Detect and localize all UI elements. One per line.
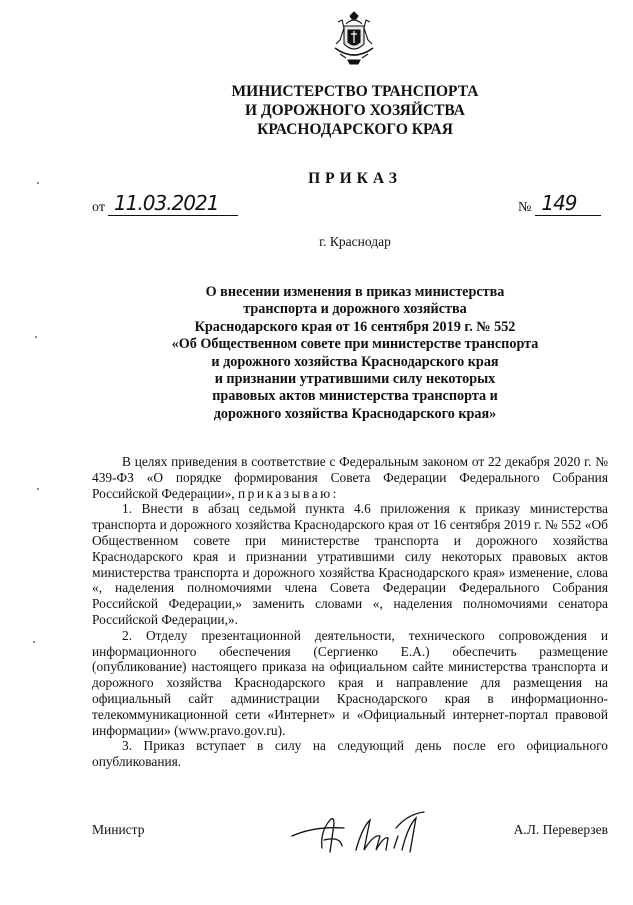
signer-position: Министр bbox=[92, 822, 145, 837]
document-type: ПРИКАЗ bbox=[308, 170, 402, 187]
title-line: дорожного хозяйства Краснодарского края» bbox=[213, 405, 497, 422]
title-line: Краснодарского края от 16 сентября 2019 г. № 552 bbox=[194, 318, 516, 335]
title-line: «Об Общественном совете при министерстве транспорта bbox=[171, 336, 539, 353]
number-value: 149 bbox=[541, 191, 577, 215]
signer-name: А.Л. Переверзев bbox=[513, 822, 608, 837]
paragraph-preamble bbox=[92, 454, 608, 501]
title-line: и признании утратившими силу некоторых bbox=[214, 371, 496, 388]
date-prefix: от bbox=[92, 200, 105, 215]
number-prefix: № bbox=[518, 200, 532, 215]
org-line: КРАСНОДАРСКОГО КРАЯ bbox=[257, 121, 453, 138]
paragraph-2: 2. Отделу презентационной деятельности, технического сопровождения и информационного обеспечения (Сергиенко Е.А.) обеспечить размещение (опубликование) настоящего приказа на официальном сайте министерства транспорта и дорожного хозяйства Краснодарского края и направление для размещения на официальный сайт администрации Краснодарского края в информационно-телекоммуникационной сети «Интернет» и «Официальный интернет-портал правовой информации» (www.pravo.gov.ru). bbox=[92, 627, 608, 738]
title-line: транспорта и дорожного хозяйства bbox=[243, 301, 467, 318]
paragraph-3: 3. Приказ вступает в силу на следующий день после его официального опубликования. bbox=[92, 738, 608, 770]
organization-name bbox=[150, 82, 560, 139]
org-line: И ДОРОЖНОГО ХОЗЯЙСТВА bbox=[245, 102, 465, 119]
scan-speck bbox=[37, 182, 39, 184]
scan-speck bbox=[37, 488, 39, 490]
preamble-text: В целях приведения в соответствие с Федеральным законом от 22 декабря 2020 г. № 439-ФЗ «О порядке формирования Совета Федерации Федерального Собрания Российской Федерации», bbox=[92, 454, 608, 501]
handwritten-signature bbox=[284, 806, 434, 858]
paragraph-1: 1. Внести в абзац седьмой пункта 4.6 приложения к приказу министерства транспорта и дорожного хозяйства Краснодарского края от 16 сентября 2019 г. № 552 «Об Общественном совете при министерстве транспорта и дорожного хозяйства Краснодарского края и признании утратившими силу некоторых правовых актов министерства транспорта и дорожного хозяйства Краснодарского края» изменение, слова «, наделения полномочиями члена Совета Федерации Федерального Собрания Российской Федерации,» заменить словами «, наделения полномочиями сенатора Российской Федерации,». bbox=[92, 501, 608, 627]
city: г. Краснодар bbox=[319, 234, 391, 249]
org-line: МИНИСТЕРСТВО ТРАНСПОРТА bbox=[231, 83, 479, 100]
coat-of-arms-icon bbox=[332, 10, 376, 68]
date-row bbox=[92, 191, 238, 216]
title-line: и дорожного хозяйства Краснодарского края bbox=[211, 353, 499, 370]
number-row bbox=[518, 191, 601, 216]
number-line bbox=[535, 191, 601, 216]
scan-speck bbox=[35, 336, 37, 338]
date-line bbox=[108, 191, 238, 216]
date-value: 11.03.2021 bbox=[113, 191, 219, 215]
title-line: О внесении изменения в приказ министерства bbox=[205, 284, 505, 300]
order-word: приказываю: bbox=[237, 485, 339, 501]
document-title bbox=[140, 284, 570, 423]
document-body bbox=[92, 454, 608, 770]
scan-speck bbox=[33, 641, 35, 643]
title-line: правовых актов министерства транспорта и bbox=[212, 388, 498, 405]
